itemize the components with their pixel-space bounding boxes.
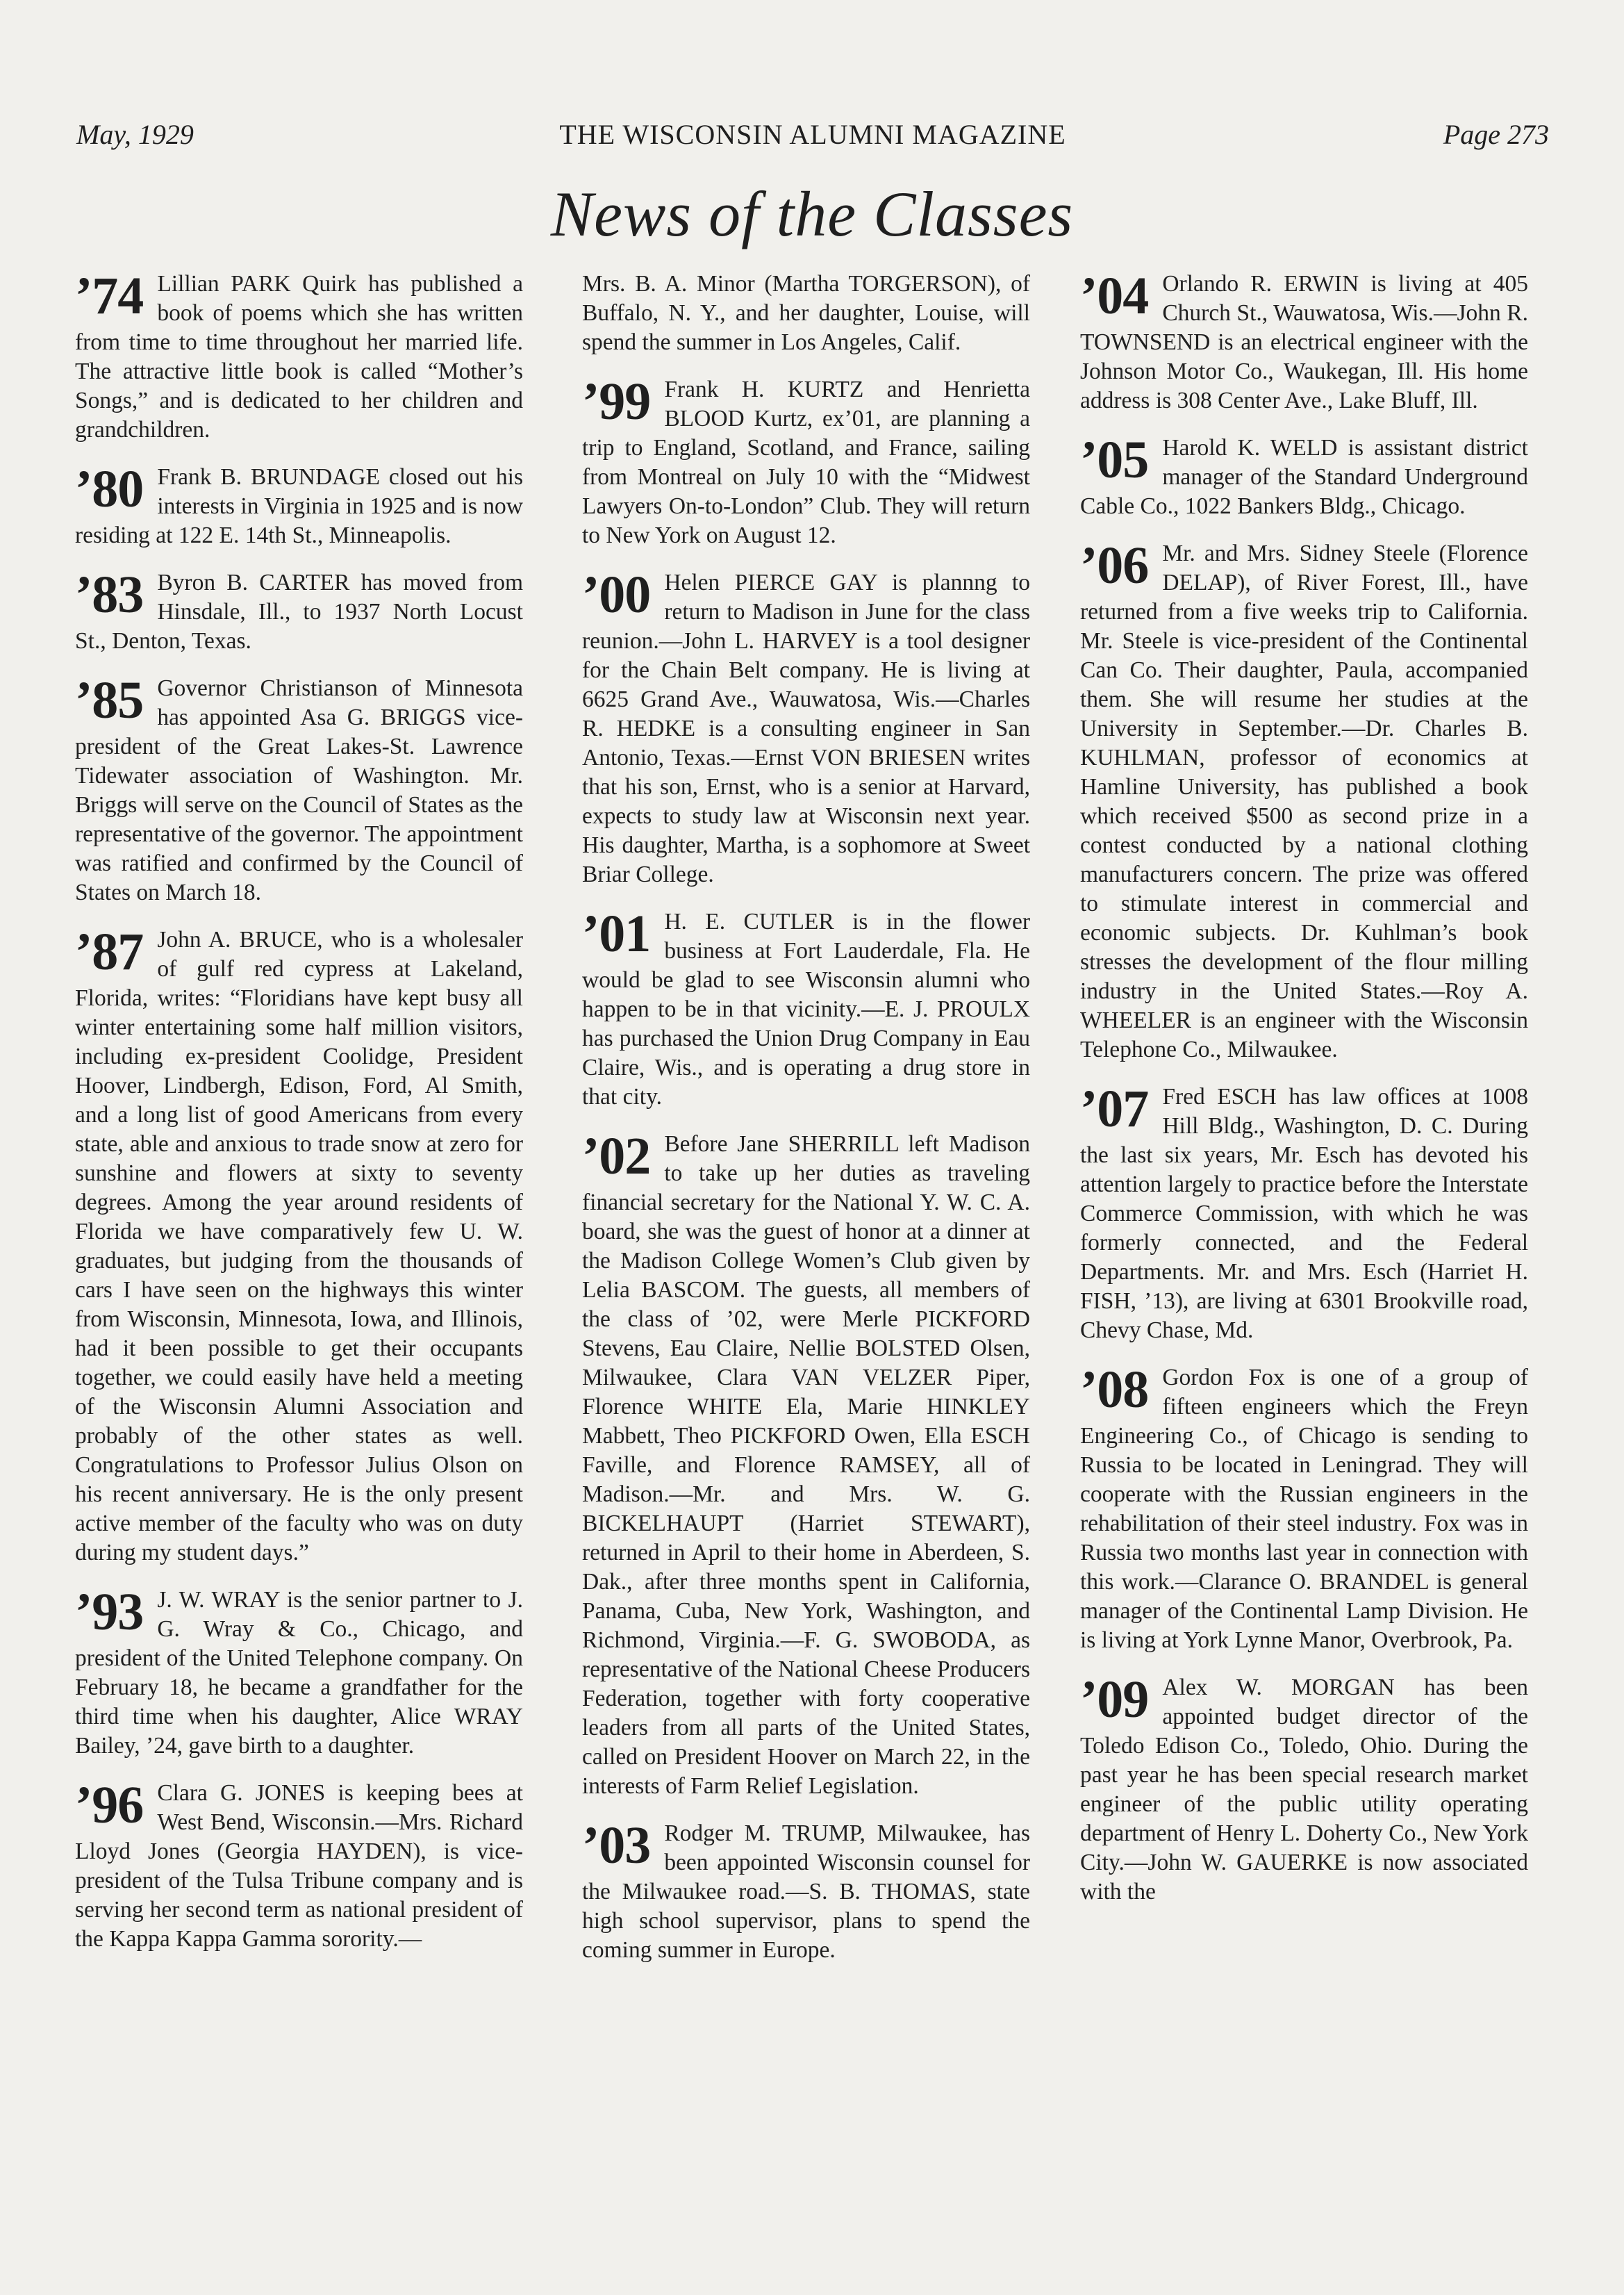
note-text: Orlando R. ERWIN is living at 405 Church St., Wauwatosa, Wis.—John R. TOWNSEND is an electrical engineer with the Johnson Motor Co., Waukegan, Ill. His home address is 308 Center Ave., Lake Bluff, Ill. xyxy=(1080,271,1528,413)
class-note xyxy=(582,568,1030,889)
class-year: ’96 xyxy=(75,1776,144,1834)
column-3 xyxy=(1080,267,1528,1925)
note-text: Mrs. B. A. Minor (Martha TORGERSON), of Buffalo, N. Y., and her daughter, Louise, will spend the summer in Los Angeles, Calif. xyxy=(582,271,1030,355)
class-note xyxy=(75,460,523,550)
class-year: ’85 xyxy=(75,671,144,730)
note-text: John A. BRUCE, who is a wholesaler of gulf red cypress at Lakeland, Florida, writes: “Floridians have kept busy all winter entertaining some half million visitors, including ex-president Coolidge, President Hoover, Lindbergh, Edison, Ford, Al Smith, and a long list of good Americans from every state, able and anxious to trade snow at zero for sunshine and flowers at sixty to seventy degrees. Among the year around residents of Florida we have comparatively few U. W. graduates, but judging from the thousands of cars I have seen on the highways this winter from Wisconsin, Minnesota, Iowa, and Illinois, had it been possible to get their occupants together, we could easily have held a meeting of the Wisconsin Alumni Association and probably of the other states as well. Congratulations to Professor Julius Olson on his recent anniversary. He is the only present active member of the faculty who was on duty during my student days.” xyxy=(75,927,523,1565)
note-text: Frank B. BRUNDAGE closed out his interests in Virginia in 1925 and is now residing at 122 E. 14th St., Minneapolis. xyxy=(75,464,523,548)
class-year: ’80 xyxy=(75,460,144,518)
class-year: ’02 xyxy=(582,1127,651,1185)
class-note xyxy=(1080,536,1528,1064)
note-text: Helen PIERCE GAY is plannng to return to Madison in June for the class reunion.—John L. HARVEY is a tool designer for the Chain Belt company. He is living at 6625 Grand Ave., Wauwatosa, Wis.—Charles R. HEDKE is a consulting engineer in San Antonio, Texas.—Ernst VON BRIESEN writes that his son, Ernst, who is a senior at Harvard, expects to study law at Wisconsin next year. His daughter, Martha, is a sophomore at Sweet Briar College. xyxy=(582,570,1030,887)
note-text: Gordon Fox is one of a group of fifteen engineers which the Freyn Engineering Co., of Chicago is sending to Russia to be located in Leningrad. They will cooperate with the Russian engineers in the rehabilitation of their steel industry. Fox was in Russia two months last year in connection with this work.—Clarance O. BRANDEL is general manager of the Continental Lamp Division. He is living at York Lynne Manor, Overbrook, Pa. xyxy=(1080,1365,1528,1653)
issue-date: May, 1929 xyxy=(76,119,194,150)
class-note xyxy=(75,1776,523,1954)
class-note xyxy=(1080,1670,1528,1907)
note-text: Mr. and Mrs. Sidney Steele (Florence DELAP), of River Forest, Ill., have returned from a five weeks trip to California. Mr. Steele is vice-president of the Continental Can Co. Their daughter, Paula, accompanied them. She will resume her studies at the University in September.—Dr. Charles B. KUHLMAN, professor of economics at Hamline University, has published a book which received $500 as second prize in a contest conducted by a national clothing manufacturers concern. The prize was offered to stimulate interest in commercial and economic subjects. Dr. Kuhlman’s book stresses the development of the flour milling industry in the United States.—Roy A. WHEELER is an engineer with the Wisconsin Telephone Co., Milwaukee. xyxy=(1080,541,1528,1062)
class-year: ’04 xyxy=(1080,267,1149,325)
note-text: Harold K. WELD is assistant district manager of the Standard Underground Cable Co., 1022 Bankers Bldg., Chicago. xyxy=(1080,435,1528,519)
note-text: Rodger M. TRUMP, Milwaukee, has been appointed Wisconsin counsel for the Milwaukee road.—S. B. THOMAS, state high school supervisor, plans to spend the coming summer in Europe. xyxy=(582,1820,1030,1963)
class-note xyxy=(75,1583,523,1761)
class-year: ’99 xyxy=(582,372,651,431)
class-note xyxy=(582,907,1030,1112)
note-text: Frank H. KURTZ and Henrietta BLOOD Kurtz, ex’01, are planning a trip to England, Scotland, and France, sailing from Montreal on July 10 with the “Midwest Lawyers On-to-London” Club. They will return to New York on August 12. xyxy=(582,377,1030,548)
note-text: Alex W. MORGAN has been appointed budget director of the Toledo Edison Co., Toledo, Ohio. During the past year he has been special research market engineer of the public utility operating department of Henry L. Doherty Co., New York City.—John W. GAUERKE is now associated with the xyxy=(1080,1675,1528,1905)
column-2 xyxy=(582,270,1030,1983)
class-note xyxy=(1080,431,1528,521)
column-1 xyxy=(75,267,523,1972)
class-year: ’03 xyxy=(582,1816,651,1875)
class-year: ’74 xyxy=(75,267,144,325)
class-year: ’07 xyxy=(1080,1080,1149,1138)
note-text: Clara G. JONES is keeping bees at West Bend, Wisconsin.—Mrs. Richard Lloyd Jones (Georgia HAYDEN), is vice-president of the Tulsa Tribune company and is serving her second term as national president of the Kappa Kappa Gamma sorority.— xyxy=(75,1780,523,1952)
class-year: ’08 xyxy=(1080,1360,1149,1419)
class-year: ’05 xyxy=(1080,431,1149,489)
running-head xyxy=(76,118,1549,160)
class-note xyxy=(75,267,523,445)
class-year: ’87 xyxy=(75,923,144,981)
class-note xyxy=(1080,1360,1528,1655)
class-note-continued xyxy=(582,270,1030,357)
class-year: ’00 xyxy=(582,566,651,624)
note-text: Governor Christianson of Minnesota has appointed Asa G. BRIGGS vice-president of the Great Lakes-St. Lawrence Tidewater association of Washington. Mr. Briggs will serve on the Council of States as the representative of the governor. The appointment was ratified and confirmed by the Council of States on March 18. xyxy=(75,675,523,905)
class-note xyxy=(582,1816,1030,1965)
class-note xyxy=(75,923,523,1568)
class-year: ’09 xyxy=(1080,1670,1149,1729)
note-text: Fred ESCH has law offices at 1008 Hill Bldg., Washington, D. C. During the last six years, Mr. Esch has devoted his attention largely to practice before the Interstate Commerce Commission, with which he was formerly connected, and the Federal Departments. Mr. and Mrs. Esch (Harriet H. FISH, ’13), are living at 6301 Brookville road, Chevy Chase, Md. xyxy=(1080,1084,1528,1343)
note-text: Byron B. CARTER has moved from Hinsdale, Ill., to 1937 North Locust St., Denton, Texas. xyxy=(75,570,523,654)
class-note xyxy=(1080,1080,1528,1345)
note-text: Lillian PARK Quirk has published a book of poems which she has written from time to time throughout her married life. The attractive little book is called “Mother’s Songs,” and is dedicated to her children and grandchildren. xyxy=(75,271,523,443)
class-note xyxy=(582,1127,1030,1801)
class-year: ’06 xyxy=(1080,536,1149,595)
note-text: H. E. CUTLER is in the flower business at Fort Lauderdale, Fla. He would be glad to see Wisconsin alumni who happen to be in that vicinity.—E. J. PROULX has purchased the Union Drug Company in Eau Claire, Wis., and is operating a drug store in that city. xyxy=(582,909,1030,1110)
section-title: News of the Classes xyxy=(550,179,1074,249)
class-year: ’83 xyxy=(75,566,144,624)
class-year: ’01 xyxy=(582,905,651,963)
class-note xyxy=(1080,267,1528,416)
class-note xyxy=(582,372,1030,550)
magazine-title: THE WISCONSIN ALUMNI MAGAZINE xyxy=(559,119,1066,150)
note-text: Before Jane SHERRILL left Madison to take up her duties as traveling financial secretary for the National Y. W. C. A. board, she was the guest of honor at a dinner at the Madison College Women’s Club given by Lelia BASCOM. The guests, all members of the class of ’02, were Merle PICKFORD Stevens, Eau Claire, Nellie BOLSTED Olsen, Milwaukee, Clara VAN VELZER Piper, Florence WHITE Ela, Marie HINKLEY Mabbett, Theo PICKFORD Owen, Ella ESCH Faville, and Florence RAMSEY, all of Madison.—Mr. and Mrs. W. G. BICKELHAUPT (Harriet STEWART), returned in April to their home in Aberdeen, S. Dak., after three months spent in California, Panama, Cuba, New York, Washington, and Richmond, Virginia.—F. G. SWOBODA, as representative of the National Cheese Producers Federation, together with forty cooperative leaders from all parts of the United States, called on President Hoover on March 22, in the interests of Farm Relief Legislation. xyxy=(582,1131,1030,1799)
class-year: ’93 xyxy=(75,1583,144,1641)
page-number: Page 273 xyxy=(1443,119,1549,150)
class-note xyxy=(75,568,523,656)
note-text: J. W. WRAY is the senior partner to J. G. Wray & Co., Chicago, and president of the United Telephone company. On February 18, he became a grandfather for the third time when his daughter, Alice WRAY Bailey, ’24, gave birth to a daughter. xyxy=(75,1587,523,1759)
class-note xyxy=(75,671,523,907)
